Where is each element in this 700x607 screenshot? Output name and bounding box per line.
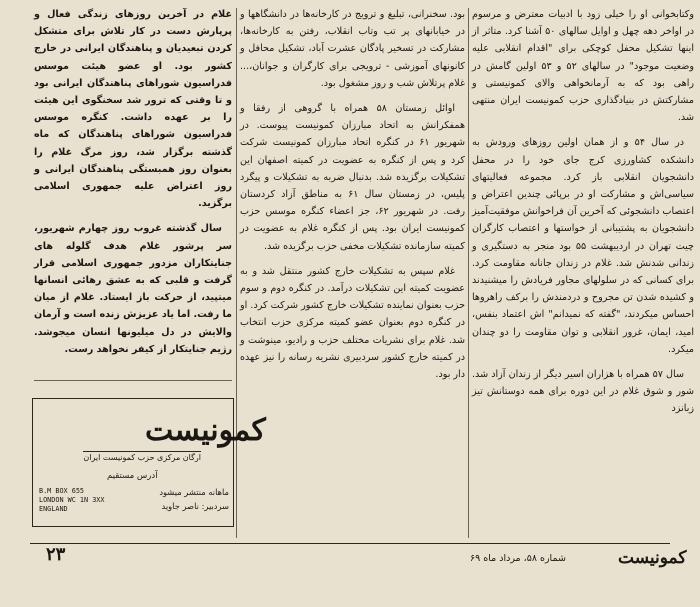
article-paragraph: وکتابخوانی او را خیلی زود با ادبیات معترض و مرسوم در اواخر دهه چهل و اوایل سالهای ۵۰ آشنا کرد. متاثر از اینها تشکیل محفل کوچکی برای "اقدام انقلابی علیه وضعیت موجود" در سالهای ۵۲ و ۵۳ اولین گامش در راهی بود که به آرمانخواهی والای کمونیستی و مشارکتش در بنیادگذاری حزب کمونیست ایران منتهی شد. [472,9,694,124]
article-paragraph: اوائل زمستان ۵۸ همراه با گروهی از رفقا و همفکرانش به اتحاد مبارزان کمونیست پیوست. در شهریور ۶۱ در کنگره اتحاد مبارزان کمونیست شرکت کرد و پس از کنگره به عضویت در کمیته اصفهان این تشکیلات برگزیده شد. بدنبال ضربه به تشکیلات و پیگرد پلیس، در زمستان سال ۶۱ به مناطق آزاد کردستان رفت. در شهریور ۶۲، جز اعضاء کنگره موسس حزب کمونیست ایران بود. پس از کنگره غلام به عضویت در کمیته سازمانده تشکیلات مخفی حزب برگزیده شد. [240,103,465,252]
postal-address [39,487,104,514]
footer-logo: کمونیست [618,548,687,568]
publication-frequency: ماهانه منتشر میشود [159,487,229,497]
article-paragraph: سال ۵۷ همراه با هزاران اسیر دیگر از زندان آزاد شد. شور و شوق غلام در این دوره برای همه دوستانش تیز زبانزد [472,369,694,415]
address-label: آدرس مستقیم [107,471,158,481]
address-line: B.M BOX 655 [39,487,85,495]
section-divider [34,380,232,381]
editor-info [159,485,229,513]
column-divider [236,8,237,538]
issue-info: شماره ۵۸، مرداد ماه ۶۹ [470,553,566,564]
address-line: ENGLAND [39,505,68,513]
article-paragraph-bold: سال گذشته غروب روز چهارم شهریور، سر پرشور غلام هدف گلوله های جنایتکاران مزدور جمهوری اسلامی قرار گرفت و قلبی که به عشق رهائی انسانها میتپید، از حرکت باز ایستاد. غلام از میان ما رفت. اما یاد عزیزش زنده است و آرمان والایش در دل میلیونها انسان میجوشد. رژیم جنایتکار از کیفر نخواهد رست. [34,223,232,355]
column-divider [468,8,469,538]
article-column-right [472,6,694,426]
article-column-middle [240,6,465,391]
masthead-box [32,398,266,527]
article-column-left [34,6,232,366]
masthead-subtitle: ارگان مرکزی حزب کمونیست ایران [83,453,201,462]
masthead-logo: کمونیست [145,413,266,448]
article-paragraph: در سال ۵۴ و از همان اولین روزهای ورودش به دانشکده کشاورزی کرج جای خود را در محفل دانشجویان انقلابی باز کرد. مجموعه فعالیتهای سیاسی‌اش و مشارکت او در برپائی چندین اعتراض و اعتصاب دانشجوئی که آخرین آن فراخوانش موفقیت‌آمیز دانشجویان به پشتیبانی از خواستها و اعتصاب کارگران چیت تهران در اردیبهشت ۵۵ بود منجر به دستگیری و زندانی شدنش شد. غلام در زندان جانانه مقاومت کرد. برای کسانی که در سلولهای مجاور فریادش را میشنیدند و کشیده شدن تن مجروح و دردمندش را برکف راهروها احساس میکردند، "گفته که نمیدانم" اش اعتماد بنفس، امید، ایمان، غرور انقلابی و توان مقاومت را دو چندان میکرد. [472,137,694,355]
article-paragraph: بود. سخنرانی، تبلیغ و ترویج در کارخانه‌ها در دانشگاهها و در خیابانهای پر تب وتاب انقلاب، رفتن به کارخانه‌ها، مشارکت در تسخیر پادگان عشرت آباد، تشکیل محافل و کانونهای آموزشی - ترویجی برای کارگران و جوانان،... غلام پرتلاش شب و روز مشغول بود. [240,9,465,89]
editor-name: سردبیر: ناصر جاوید [161,501,229,511]
footer-rule [30,543,670,544]
article-paragraph-bold: غلام در آخرین روزهای زندگی فعال و پرپارش دست در کار تلاش برای متشکل کردن تبعیدیان و پناهندگان ایرانی در خارج کشور بود. او عضو هیئت موسس فدراسیون شوراهای پناهندگان ایرانی بود و تا وقتی که ترور شد سخنگوی این هیئت را بر عهده داشت. کنگره موسس فدراسیون شوراهای پناهندگان که ماه گذشته برگزار شد، روز مرگ غلام را بعنوان روز همبستگی پناهندگان ایرانی و روز اعتراض علیه جمهوری اسلامی برگزید. [34,9,232,210]
page-number: ۲۳ [46,544,66,565]
article-paragraph: غلام سپس به تشکیلات خارج کشور منتقل شد و به عضویت کمیته این تشکیلات درآمد. در کنگره دوم و سوم حزب بعنوان نماینده تشکیلات خارج کشور شرکت کرد. او در کنگره دوم بعنوان عضو کمیته مرکزی حزب انتخاب شد. غلام برای نشریات مختلف حزب و رادیو، مینوشت و در کمیته خارج کشور سردبیری نشریه رسانه را نیز عهده دار بود. [240,265,465,381]
address-line: LONDON WC 1N 3XX [39,496,105,504]
